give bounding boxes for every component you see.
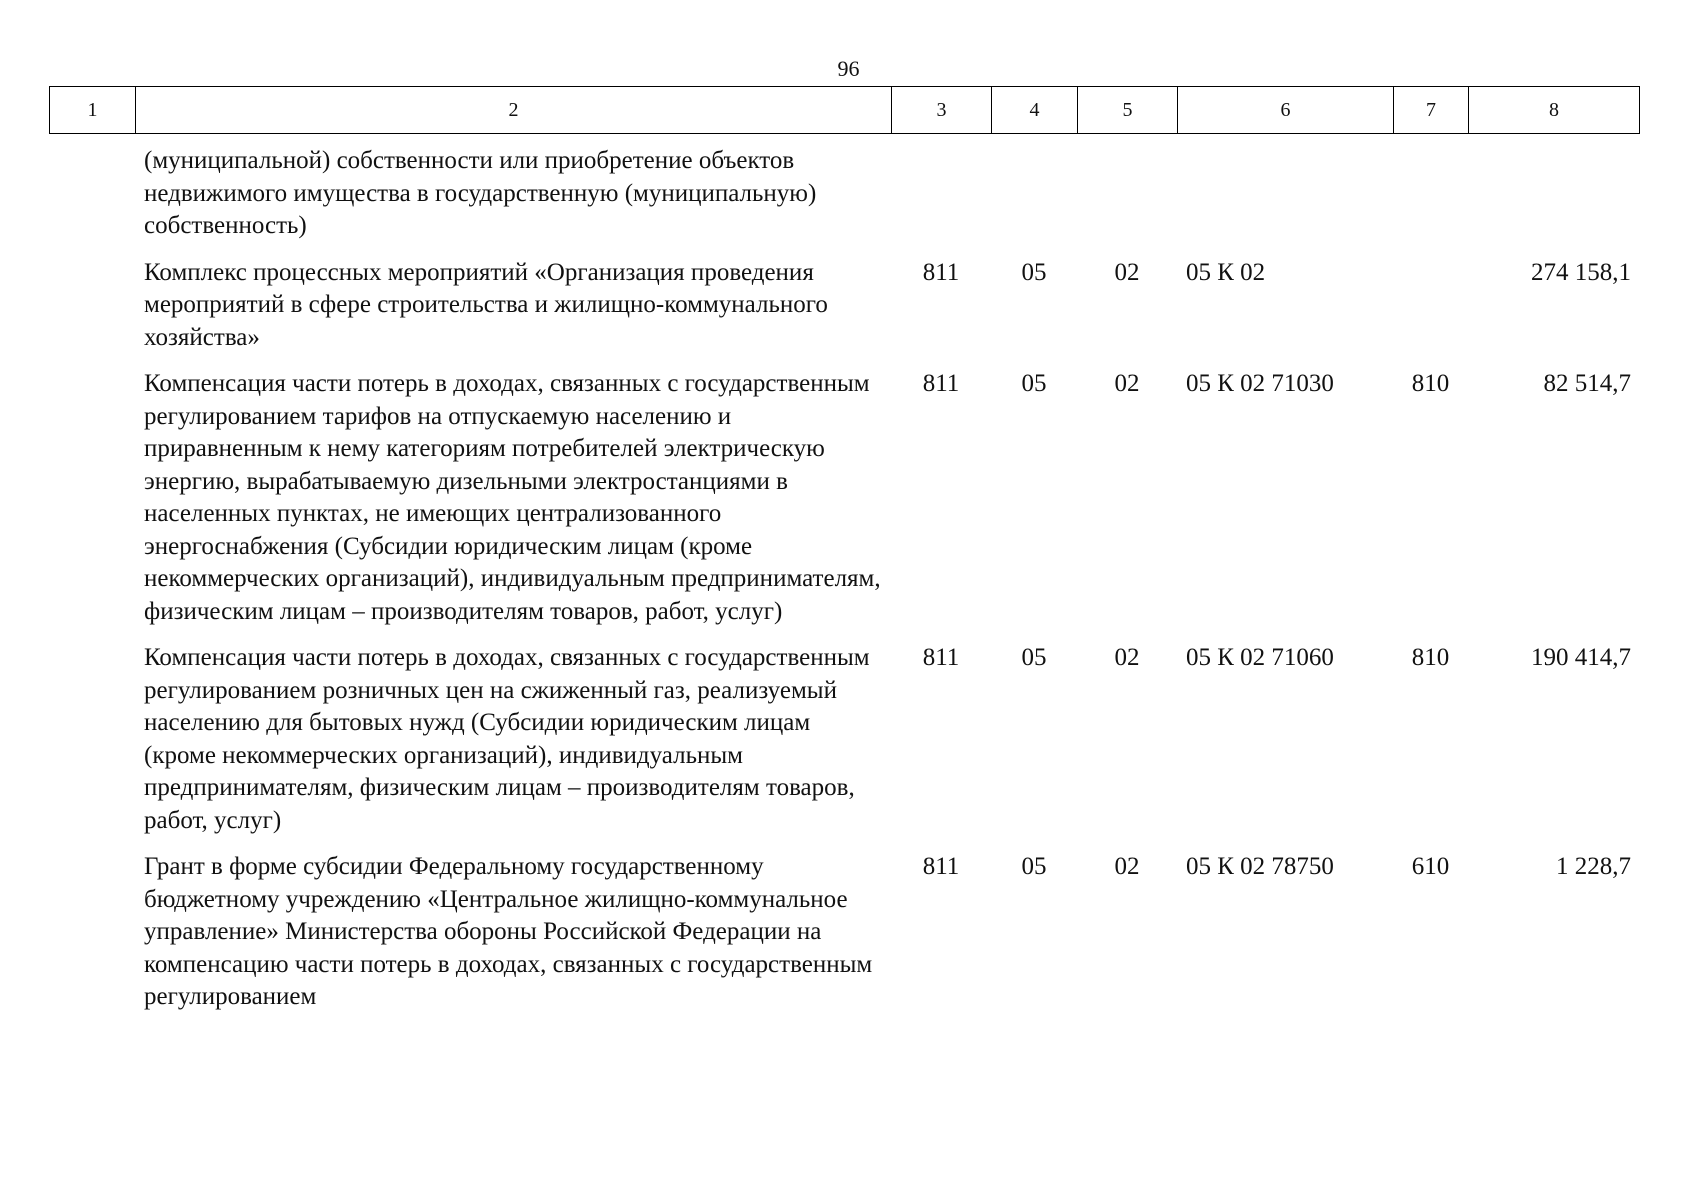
section-code-cell: 05 — [1021, 644, 1047, 671]
item-name-cell: (муниципальной) собственности или приобретение объектов недвижимого имущества в государственную (муниципальную) собственность) — [144, 147, 817, 239]
subsection-code-cell: 02 — [1114, 258, 1140, 286]
grbs-code-cell: 811 — [922, 853, 960, 880]
table-row — [49, 257, 1639, 355]
section-code-cell: 05 — [1021, 258, 1047, 286]
item-name-cell: Компенсация части потерь в доходах, связанных с государственным регулированием розничных цен на сжиженный газ, реализуемый населению для бытовых нужд (Субсидии юридическим лицам (кроме некоммерческих организаций), индивидуальным предпринимателям, физическим лицам – производителям товаров, работ, услуг) — [144, 644, 870, 834]
column-header-2: 2 — [136, 87, 892, 134]
grbs-code-cell: 811 — [922, 644, 960, 671]
column-header-5: 5 — [1078, 87, 1178, 134]
table-body — [49, 145, 1639, 1028]
column-header-table — [49, 86, 1640, 134]
amount-cell: 82 514,7 — [1543, 370, 1631, 397]
table-row — [49, 145, 1639, 243]
grbs-code-cell: 811 — [922, 258, 960, 286]
column-header-4: 4 — [992, 87, 1078, 134]
subsection-code-cell: 02 — [1114, 853, 1140, 880]
expense-type-cell: 810 — [1411, 370, 1450, 397]
target-article-cell: 05 К 02 71060 — [1186, 644, 1334, 671]
subsection-code-cell: 02 — [1114, 370, 1140, 397]
column-header-1: 1 — [50, 87, 136, 134]
column-header-3: 3 — [892, 87, 992, 134]
table-row — [49, 851, 1639, 1014]
page-number: 96 — [837, 56, 860, 81]
expense-type-cell: 610 — [1411, 853, 1450, 880]
amount-cell: 190 414,7 — [1531, 644, 1631, 671]
amount-cell: 1 228,7 — [1556, 853, 1631, 880]
table-row — [49, 368, 1639, 628]
item-name-cell: Компенсация части потерь в доходах, связанных с государственным регулированием тарифов на отпускаемую населению и приравненным к нему категориям потребителей электрическую энергию, вырабатываемую дизельными электростанциями в населенных пунктах, не имеющих централизованного энергоснабжения (Субсидии юридическим лицам (кроме некоммерческих организаций), индивидуальным предпринимателям, физическим лицам – производителям товаров, работ, услуг) — [144, 370, 881, 625]
table-row — [49, 642, 1639, 837]
subsection-code-cell: 02 — [1114, 644, 1140, 671]
column-header-8: 8 — [1469, 87, 1640, 134]
section-code-cell: 05 — [1021, 370, 1047, 397]
column-header-6: 6 — [1178, 87, 1394, 134]
grbs-code-cell: 811 — [922, 370, 960, 397]
column-header-7: 7 — [1394, 87, 1469, 134]
item-name-cell: Грант в форме субсидии Федеральному государственному бюджетному учреждению «Центральное жилищно-коммунальное управление» Министерства обороны Российской Федерации на компенсацию части потерь в доходах, связанных с государственным регулированием — [144, 853, 873, 1010]
target-article-cell: 05 К 02 78750 — [1186, 853, 1334, 880]
expense-type-cell: 810 — [1411, 644, 1450, 671]
amount-cell: 274 158,1 — [1531, 258, 1631, 286]
section-code-cell: 05 — [1021, 853, 1047, 880]
target-article-cell: 05 К 02 71030 — [1186, 370, 1334, 397]
item-name-cell: Комплекс процессных мероприятий «Организация проведения мероприятий в сфере строительства и жилищно-коммунального хозяйства» — [144, 258, 828, 351]
column-number-row — [50, 87, 1640, 134]
target-article-cell: 05 К 02 — [1186, 258, 1266, 286]
